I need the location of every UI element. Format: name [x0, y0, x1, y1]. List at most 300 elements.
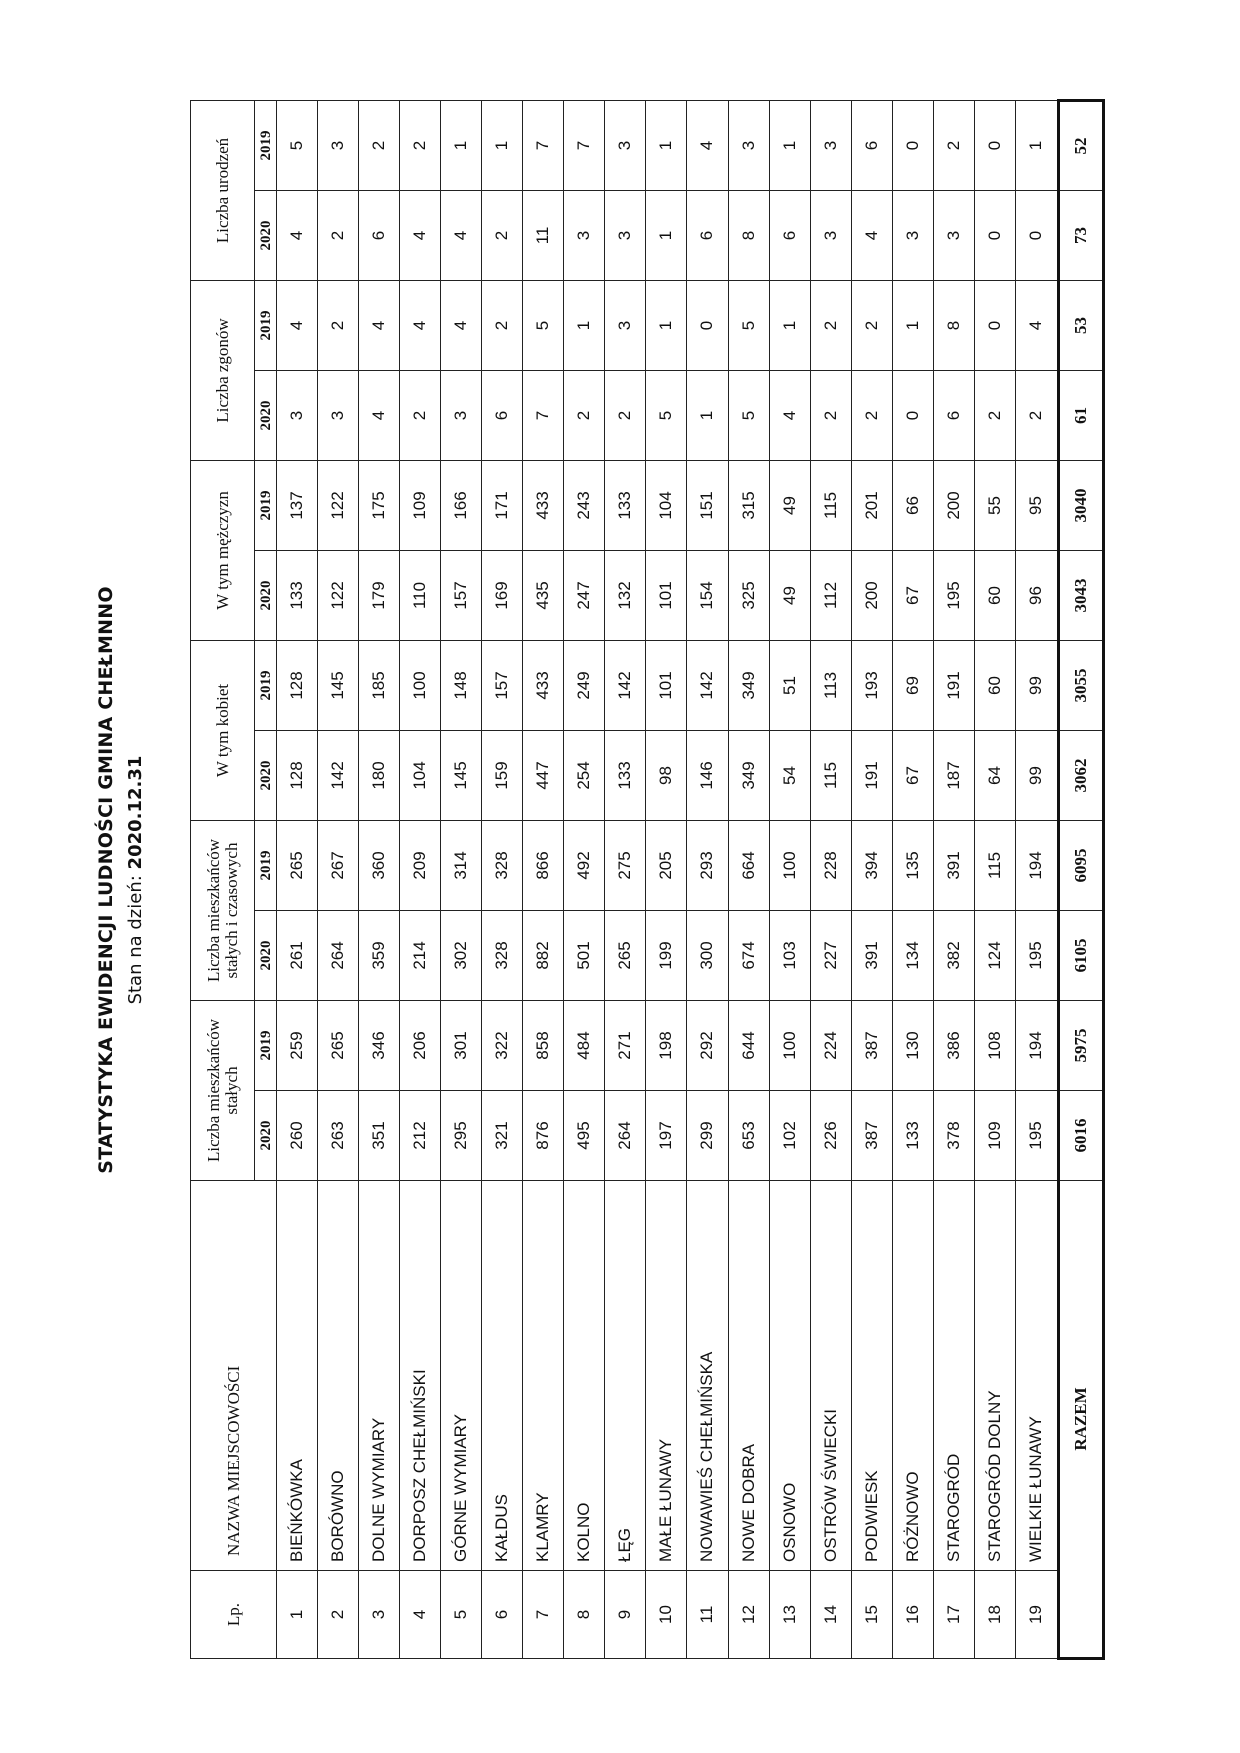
cell-value: 3: [605, 190, 646, 280]
rotated-content: [95, 100, 1230, 1660]
cell-lp: 7: [523, 1571, 564, 1659]
table-body: [277, 100, 1104, 1658]
cell-value: 6: [359, 190, 400, 280]
header-group-women: W tym kobiet: [191, 640, 255, 820]
cell-value: 49: [769, 550, 810, 640]
cell-value: 228: [810, 820, 851, 910]
cell-value: 6: [851, 100, 892, 190]
cell-value: 159: [482, 730, 523, 820]
cell-value: 3: [277, 370, 318, 460]
cell-value: 180: [359, 730, 400, 820]
total-value: 73: [1058, 190, 1103, 280]
cell-locality-name: STAROGRÓD: [933, 1181, 974, 1571]
cell-locality-name: NOWE DOBRA: [728, 1181, 769, 1571]
cell-value: 8: [933, 280, 974, 370]
cell-value: 4: [400, 190, 441, 280]
cell-value: 386: [933, 1000, 974, 1090]
total-value: 3062: [1058, 730, 1103, 820]
cell-value: 169: [482, 550, 523, 640]
cell-value: 2: [564, 370, 605, 460]
cell-value: 2: [482, 280, 523, 370]
cell-locality-name: BORÓWNO: [318, 1181, 359, 1571]
cell-value: 5: [523, 280, 564, 370]
population-table: [190, 99, 1105, 1660]
cell-value: 209: [400, 820, 441, 910]
cell-value: 1: [646, 280, 687, 370]
cell-value: 195: [933, 550, 974, 640]
cell-value: 101: [646, 640, 687, 730]
cell-value: 227: [810, 910, 851, 1000]
cell-value: 133: [605, 730, 646, 820]
cell-value: 122: [318, 550, 359, 640]
cell-value: 391: [933, 820, 974, 910]
table-row: [605, 100, 646, 1658]
cell-value: 175: [359, 460, 400, 550]
cell-value: 4: [769, 370, 810, 460]
table-row: [974, 100, 1015, 1658]
cell-value: 264: [605, 1091, 646, 1181]
cell-value: 6: [687, 190, 728, 280]
cell-value: 5: [728, 280, 769, 370]
cell-value: 197: [646, 1091, 687, 1181]
cell-value: 0: [892, 370, 933, 460]
cell-value: 5: [728, 370, 769, 460]
cell-value: 145: [318, 640, 359, 730]
total-label: RAZEM: [1058, 1181, 1103, 1659]
cell-value: 3: [605, 280, 646, 370]
table-row: [646, 100, 687, 1658]
cell-value: 115: [810, 460, 851, 550]
cell-value: 206: [400, 1000, 441, 1090]
table-row: [482, 100, 523, 1658]
cell-value: 295: [441, 1091, 482, 1181]
total-value: 53: [1058, 280, 1103, 370]
cell-value: 2: [851, 280, 892, 370]
cell-value: 3: [810, 100, 851, 190]
cell-lp: 2: [318, 1571, 359, 1659]
cell-value: 64: [974, 730, 1015, 820]
cell-value: 4: [441, 280, 482, 370]
cell-locality-name: ŁĘG: [605, 1181, 646, 1571]
table-row: [933, 100, 974, 1658]
cell-value: 275: [605, 820, 646, 910]
cell-value: 2: [974, 370, 1015, 460]
header-year: 2019: [255, 280, 277, 370]
table-row: [277, 100, 318, 1658]
cell-value: 100: [769, 820, 810, 910]
cell-locality-name: KLAMRY: [523, 1181, 564, 1571]
header-group-men: W tym mężczyzn: [191, 460, 255, 640]
cell-value: 1: [769, 280, 810, 370]
cell-value: 214: [400, 910, 441, 1000]
cell-locality-name: KAŁDUS: [482, 1181, 523, 1571]
cell-value: 100: [400, 640, 441, 730]
cell-value: 195: [1015, 1091, 1058, 1181]
cell-value: 191: [933, 640, 974, 730]
cell-value: 145: [441, 730, 482, 820]
cell-lp: 5: [441, 1571, 482, 1659]
cell-value: 109: [400, 460, 441, 550]
cell-lp: 10: [646, 1571, 687, 1659]
header-year: 2020: [255, 910, 277, 1000]
cell-value: 224: [810, 1000, 851, 1090]
cell-value: 299: [687, 1091, 728, 1181]
total-row: [1058, 100, 1103, 1658]
cell-lp: 19: [1015, 1571, 1058, 1659]
cell-value: 315: [728, 460, 769, 550]
cell-value: 349: [728, 640, 769, 730]
cell-value: 328: [482, 910, 523, 1000]
cell-value: 151: [687, 460, 728, 550]
cell-value: 55: [974, 460, 1015, 550]
cell-value: 4: [1015, 280, 1058, 370]
cell-value: 1: [892, 280, 933, 370]
cell-value: 293: [687, 820, 728, 910]
cell-value: 495: [564, 1091, 605, 1181]
cell-value: 1: [769, 100, 810, 190]
cell-value: 212: [400, 1091, 441, 1181]
cell-value: 3: [810, 190, 851, 280]
cell-value: 0: [687, 280, 728, 370]
cell-value: 858: [523, 1000, 564, 1090]
cell-value: 194: [1015, 820, 1058, 910]
cell-value: 110: [400, 550, 441, 640]
cell-value: 157: [482, 640, 523, 730]
cell-value: 265: [605, 910, 646, 1000]
cell-value: 103: [769, 910, 810, 1000]
cell-value: 2: [400, 100, 441, 190]
cell-value: 866: [523, 820, 564, 910]
cell-value: 133: [277, 550, 318, 640]
cell-value: 11: [523, 190, 564, 280]
cell-value: 1: [687, 370, 728, 460]
cell-value: 360: [359, 820, 400, 910]
cell-value: 6: [933, 370, 974, 460]
cell-value: 157: [441, 550, 482, 640]
cell-locality-name: MAŁE ŁUNAWY: [646, 1181, 687, 1571]
header-year: 2020: [255, 190, 277, 280]
table-row: [400, 100, 441, 1658]
cell-value: 2: [1015, 370, 1058, 460]
cell-value: 300: [687, 910, 728, 1000]
cell-value: 60: [974, 550, 1015, 640]
cell-value: 128: [277, 640, 318, 730]
cell-value: 3: [564, 190, 605, 280]
cell-value: 201: [851, 460, 892, 550]
subtitle-prefix: Stan na dzień:: [125, 875, 146, 1005]
cell-value: 4: [359, 370, 400, 460]
cell-value: 205: [646, 820, 687, 910]
cell-value: 644: [728, 1000, 769, 1090]
cell-value: 2: [933, 100, 974, 190]
cell-value: 128: [277, 730, 318, 820]
cell-value: 115: [810, 730, 851, 820]
cell-value: 447: [523, 730, 564, 820]
cell-locality-name: OSTRÓW ŚWIECKI: [810, 1181, 851, 1571]
cell-value: 259: [277, 1000, 318, 1090]
cell-value: 95: [1015, 460, 1058, 550]
cell-value: 2: [810, 280, 851, 370]
cell-value: 321: [482, 1091, 523, 1181]
cell-lp: 13: [769, 1571, 810, 1659]
header-lp: Lp.: [191, 1571, 277, 1659]
cell-value: 1: [482, 100, 523, 190]
cell-lp: 16: [892, 1571, 933, 1659]
cell-value: 134: [892, 910, 933, 1000]
cell-value: 1: [646, 100, 687, 190]
cell-value: 104: [400, 730, 441, 820]
cell-value: 265: [318, 1000, 359, 1090]
cell-value: 351: [359, 1091, 400, 1181]
cell-value: 292: [687, 1000, 728, 1090]
cell-value: 328: [482, 820, 523, 910]
cell-value: 146: [687, 730, 728, 820]
cell-value: 3: [605, 100, 646, 190]
cell-value: 4: [851, 190, 892, 280]
cell-value: 51: [769, 640, 810, 730]
header-group-permanent-temporary: Liczba mieszkańców stałych i czasowych: [191, 820, 255, 1000]
cell-value: 1: [646, 190, 687, 280]
table-row: [564, 100, 605, 1658]
cell-value: 1: [564, 280, 605, 370]
cell-value: 193: [851, 640, 892, 730]
cell-value: 54: [769, 730, 810, 820]
cell-value: 69: [892, 640, 933, 730]
cell-value: 3: [933, 190, 974, 280]
header-year: 2020: [255, 730, 277, 820]
cell-locality-name: KOLNO: [564, 1181, 605, 1571]
cell-value: 3: [318, 100, 359, 190]
cell-value: 314: [441, 820, 482, 910]
cell-value: 8: [728, 190, 769, 280]
cell-value: 6: [769, 190, 810, 280]
cell-value: 302: [441, 910, 482, 1000]
cell-lp: 18: [974, 1571, 1015, 1659]
cell-value: 185: [359, 640, 400, 730]
table-row: [687, 100, 728, 1658]
cell-locality-name: DOLNE WYMIARY: [359, 1181, 400, 1571]
cell-value: 876: [523, 1091, 564, 1181]
cell-value: 3: [728, 100, 769, 190]
cell-value: 142: [687, 640, 728, 730]
cell-value: 195: [1015, 910, 1058, 1000]
header-year: 2020: [255, 370, 277, 460]
cell-value: 387: [851, 1091, 892, 1181]
cell-value: 249: [564, 640, 605, 730]
cell-value: 67: [892, 730, 933, 820]
cell-lp: 15: [851, 1571, 892, 1659]
cell-value: 199: [646, 910, 687, 1000]
cell-value: 2: [605, 370, 646, 460]
cell-value: 142: [605, 640, 646, 730]
cell-value: 96: [1015, 550, 1058, 640]
cell-value: 200: [851, 550, 892, 640]
cell-value: 130: [892, 1000, 933, 1090]
cell-value: 49: [769, 460, 810, 550]
cell-locality-name: DORPOSZ CHEŁMIŃSKI: [400, 1181, 441, 1571]
table-row: [728, 100, 769, 1658]
cell-lp: 9: [605, 1571, 646, 1659]
total-value: 3040: [1058, 460, 1103, 550]
cell-value: 112: [810, 550, 851, 640]
cell-locality-name: OSNOWO: [769, 1181, 810, 1571]
cell-value: 4: [441, 190, 482, 280]
cell-value: 4: [400, 280, 441, 370]
cell-value: 301: [441, 1000, 482, 1090]
cell-value: 179: [359, 550, 400, 640]
cell-value: 4: [277, 280, 318, 370]
cell-value: 200: [933, 460, 974, 550]
cell-value: 166: [441, 460, 482, 550]
cell-value: 99: [1015, 640, 1058, 730]
cell-value: 66: [892, 460, 933, 550]
cell-value: 198: [646, 1000, 687, 1090]
total-value: 3055: [1058, 640, 1103, 730]
cell-value: 7: [523, 370, 564, 460]
cell-lp: 17: [933, 1571, 974, 1659]
cell-value: 501: [564, 910, 605, 1000]
cell-value: 882: [523, 910, 564, 1000]
cell-locality-name: WIELKIE ŁUNAWY: [1015, 1181, 1058, 1571]
cell-value: 2: [359, 100, 400, 190]
cell-value: 4: [277, 190, 318, 280]
cell-value: 113: [810, 640, 851, 730]
cell-value: 226: [810, 1091, 851, 1181]
total-value: 6016: [1058, 1091, 1103, 1181]
cell-value: 346: [359, 1000, 400, 1090]
cell-value: 433: [523, 460, 564, 550]
cell-value: 137: [277, 460, 318, 550]
document-subtitle: [125, 100, 146, 1660]
cell-value: 0: [974, 280, 1015, 370]
table-row: [810, 100, 851, 1658]
table-row: [769, 100, 810, 1658]
cell-lp: 11: [687, 1571, 728, 1659]
cell-value: 254: [564, 730, 605, 820]
cell-value: 104: [646, 460, 687, 550]
total-value: 6105: [1058, 910, 1103, 1000]
cell-value: 674: [728, 910, 769, 1000]
cell-value: 387: [851, 1000, 892, 1090]
header-year: 2020: [255, 1091, 277, 1181]
cell-value: 664: [728, 820, 769, 910]
cell-value: 271: [605, 1000, 646, 1090]
table-row: [441, 100, 482, 1658]
cell-value: 391: [851, 910, 892, 1000]
cell-locality-name: GÓRNE WYMIARY: [441, 1181, 482, 1571]
cell-value: 378: [933, 1091, 974, 1181]
cell-value: 247: [564, 550, 605, 640]
cell-value: 263: [318, 1091, 359, 1181]
cell-lp: 12: [728, 1571, 769, 1659]
cell-value: 101: [646, 550, 687, 640]
cell-value: 0: [974, 100, 1015, 190]
cell-value: 124: [974, 910, 1015, 1000]
total-value: 3043: [1058, 550, 1103, 640]
cell-value: 2: [851, 370, 892, 460]
cell-value: 267: [318, 820, 359, 910]
cell-value: 0: [892, 100, 933, 190]
cell-value: 108: [974, 1000, 1015, 1090]
cell-value: 2: [318, 190, 359, 280]
table-row: [892, 100, 933, 1658]
cell-value: 132: [605, 550, 646, 640]
cell-locality-name: NOWAWIEŚ CHEŁMIŃSKA: [687, 1181, 728, 1571]
cell-value: 1: [1015, 100, 1058, 190]
cell-locality-name: PODWIESK: [851, 1181, 892, 1571]
header-group-births: Liczba urodzeń: [191, 100, 255, 280]
header-year: 2019: [255, 100, 277, 190]
table-row: [523, 100, 564, 1658]
cell-value: 194: [1015, 1000, 1058, 1090]
cell-value: 7: [564, 100, 605, 190]
table-row: [318, 100, 359, 1658]
total-value: 52: [1058, 100, 1103, 190]
cell-value: 433: [523, 640, 564, 730]
cell-lp: 3: [359, 1571, 400, 1659]
cell-value: 122: [318, 460, 359, 550]
cell-value: 261: [277, 910, 318, 1000]
cell-value: 3: [441, 370, 482, 460]
cell-value: 115: [974, 820, 1015, 910]
cell-value: 154: [687, 550, 728, 640]
cell-value: 4: [359, 280, 400, 370]
cell-locality-name: STAROGRÓD DOLNY: [974, 1181, 1015, 1571]
cell-value: 243: [564, 460, 605, 550]
cell-value: 5: [646, 370, 687, 460]
cell-value: 142: [318, 730, 359, 820]
cell-value: 99: [1015, 730, 1058, 820]
cell-value: 2: [482, 190, 523, 280]
table-row: [851, 100, 892, 1658]
cell-value: 171: [482, 460, 523, 550]
cell-lp: 4: [400, 1571, 441, 1659]
cell-value: 492: [564, 820, 605, 910]
cell-value: 435: [523, 550, 564, 640]
cell-value: 2: [318, 280, 359, 370]
cell-value: 265: [277, 820, 318, 910]
cell-value: 260: [277, 1091, 318, 1181]
cell-value: 135: [892, 820, 933, 910]
cell-value: 325: [728, 550, 769, 640]
cell-locality-name: RÓŻNOWO: [892, 1181, 933, 1571]
header-year: 2019: [255, 640, 277, 730]
cell-value: 264: [318, 910, 359, 1000]
cell-value: 0: [1015, 190, 1058, 280]
cell-value: 100: [769, 1000, 810, 1090]
header-year: 2019: [255, 460, 277, 550]
table-row: [1015, 100, 1058, 1658]
cell-value: 359: [359, 910, 400, 1000]
header-year: 2020: [255, 550, 277, 640]
cell-locality-name: BIEŃKÓWKA: [277, 1181, 318, 1571]
subtitle-date: 2020.12.31: [125, 755, 146, 870]
cell-lp: 1: [277, 1571, 318, 1659]
header-group-deaths: Liczba zgonów: [191, 280, 255, 460]
cell-value: 4: [687, 100, 728, 190]
cell-value: 1: [441, 100, 482, 190]
total-value: 6095: [1058, 820, 1103, 910]
cell-lp: 6: [482, 1571, 523, 1659]
cell-value: 2: [400, 370, 441, 460]
cell-value: 349: [728, 730, 769, 820]
table-row: [359, 100, 400, 1658]
header-name: NAZWA MIEJSCOWOŚCI: [191, 1181, 277, 1571]
cell-value: 3: [318, 370, 359, 460]
cell-value: 7: [523, 100, 564, 190]
cell-value: 67: [892, 550, 933, 640]
cell-value: 484: [564, 1000, 605, 1090]
